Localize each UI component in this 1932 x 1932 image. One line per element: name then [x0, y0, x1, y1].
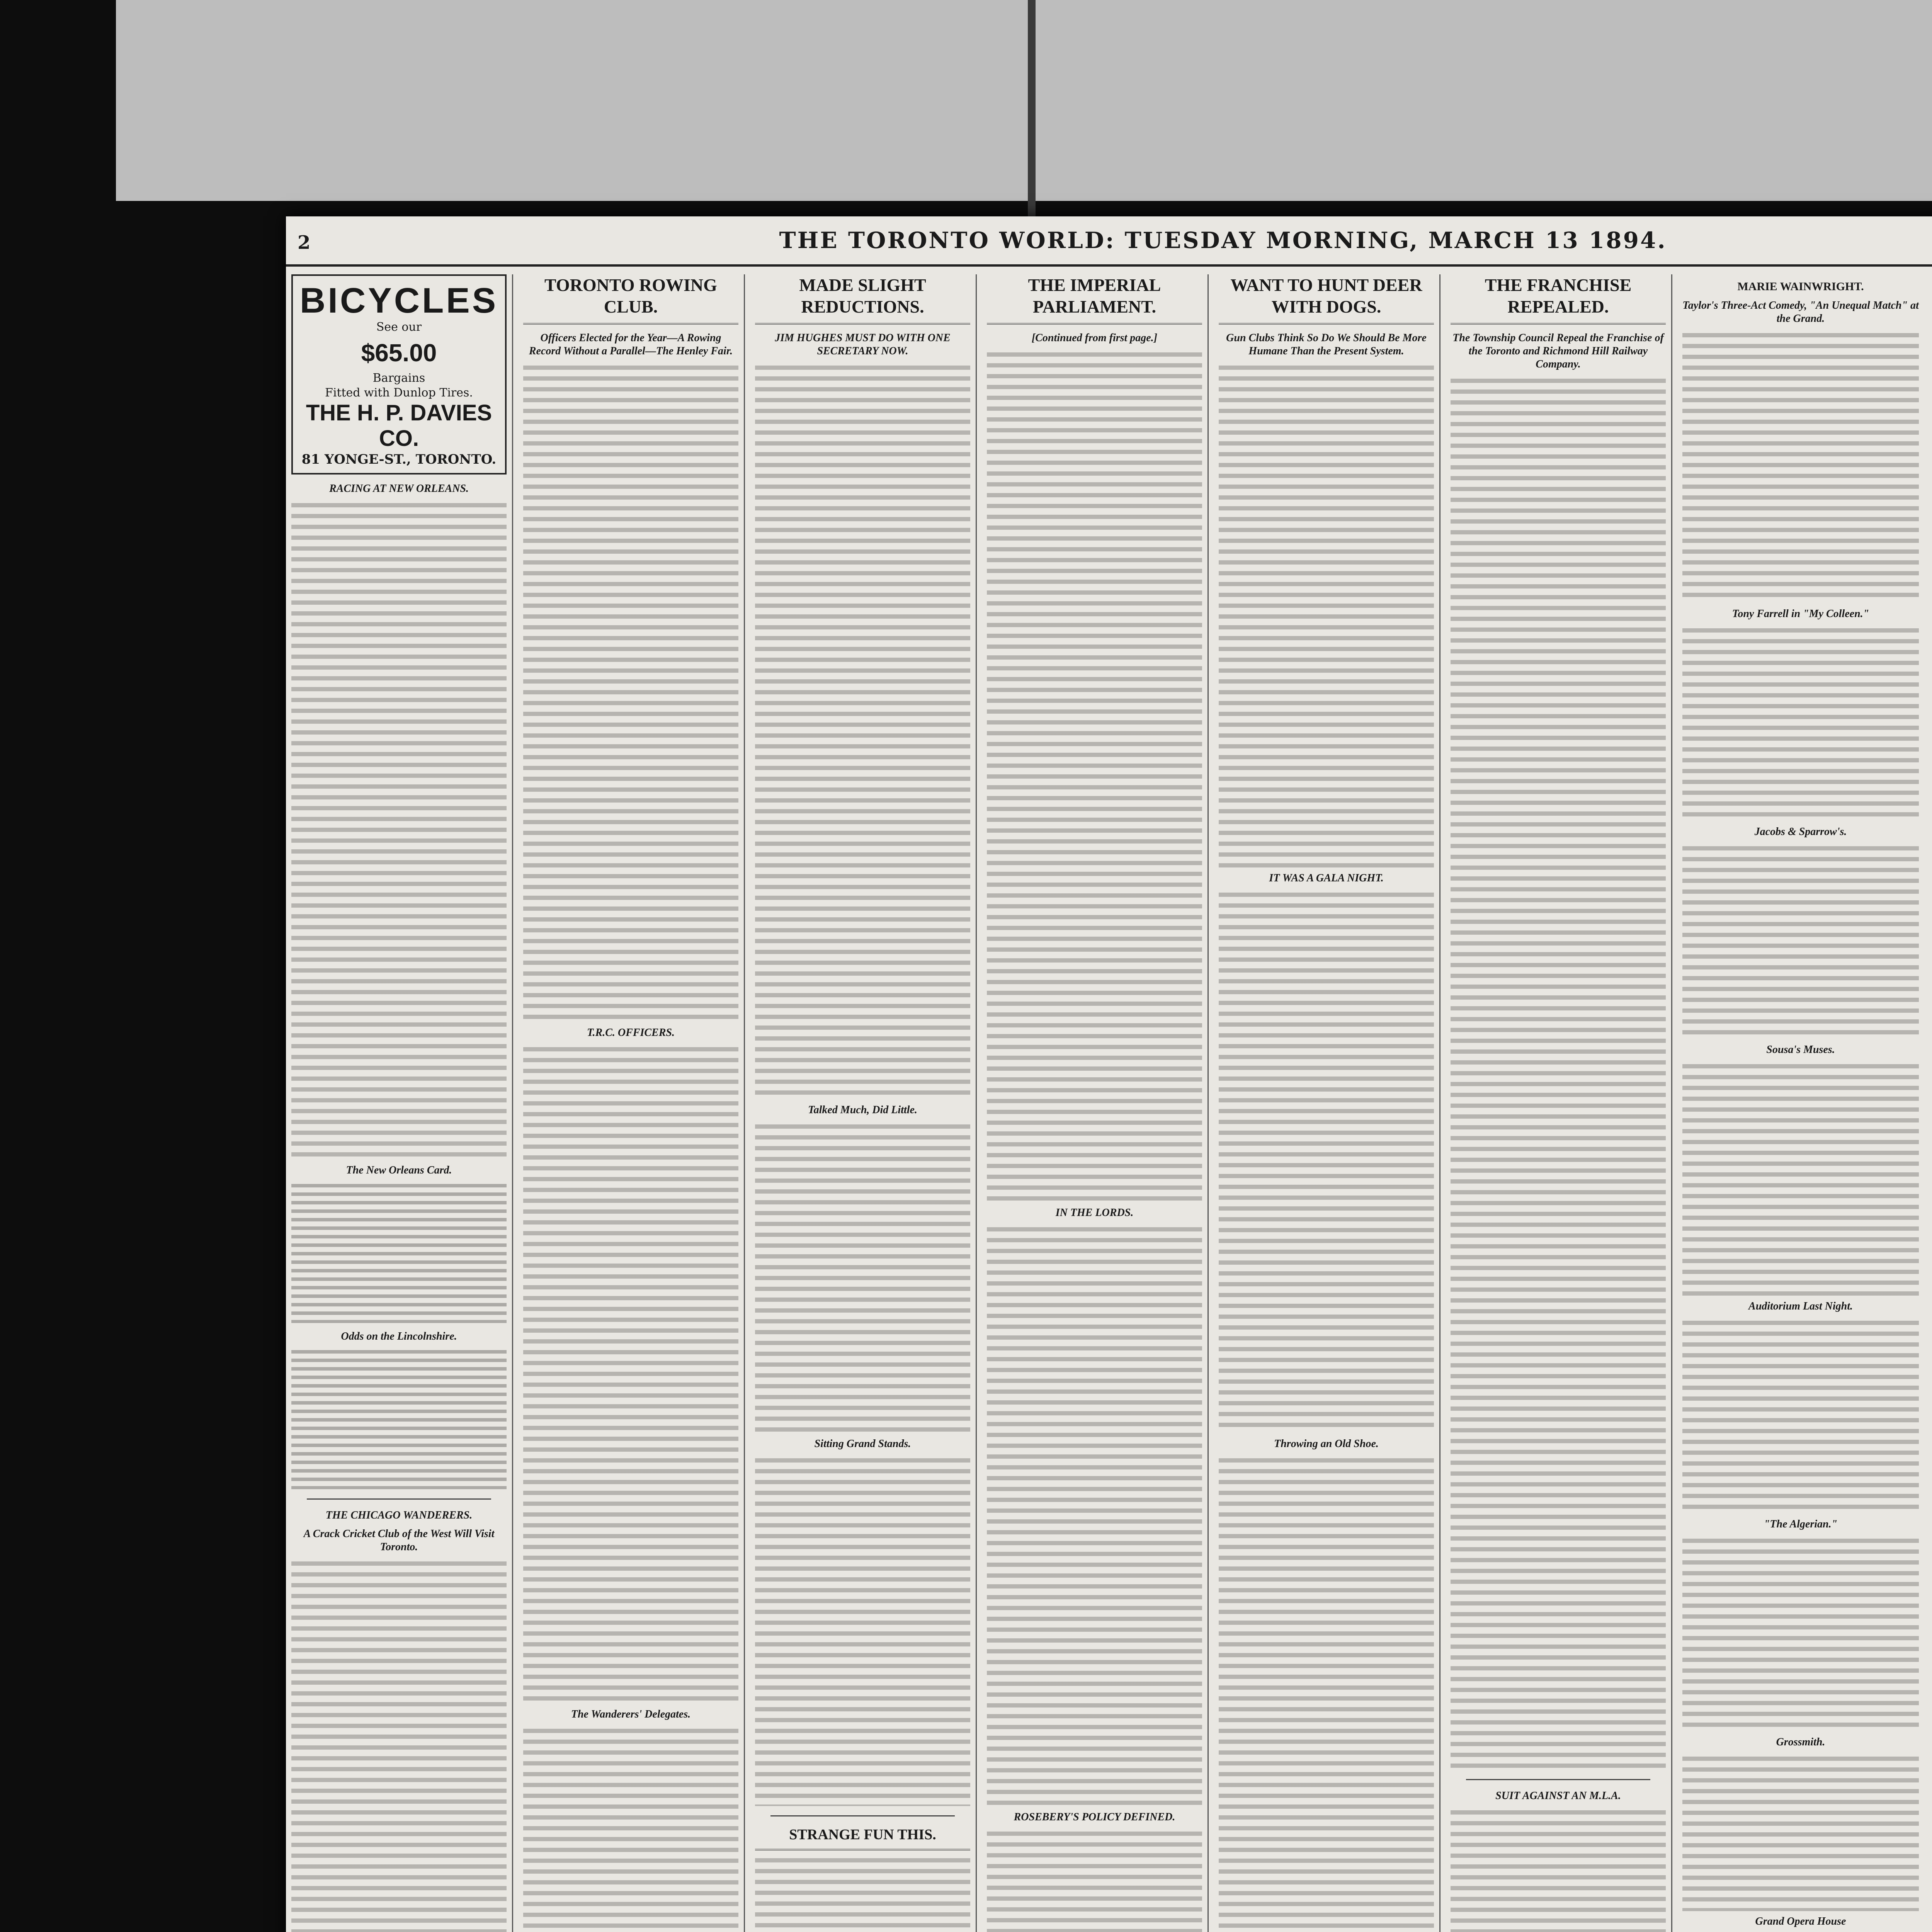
article-text: [523, 366, 738, 1022]
section-heading: Grossmith.: [1776, 1736, 1825, 1748]
section-heading: The Wanderers' Delegates.: [571, 1708, 691, 1720]
divider: [770, 1815, 955, 1816]
column-subhead: JIM HUGHES MUST DO WITH ONE SECRETARY NOW.: [775, 332, 951, 357]
article-text: [1219, 893, 1434, 1434]
section-heading: Talked Much, Did Little.: [808, 1104, 917, 1116]
section-heading: Odds on the Lincolnshire.: [341, 1330, 457, 1342]
article-text: [1682, 1539, 1919, 1732]
section-subheading: A Crack Cricket Club of the West Will Visit Toronto.: [303, 1528, 495, 1553]
column-7: [1677, 274, 1924, 1932]
article-text: [1219, 366, 1434, 868]
section-heading: The New Orleans Card.: [346, 1164, 452, 1176]
column-6: [1445, 274, 1672, 1932]
column-heading: WANT TO HUNT DEER WITH DOGS.: [1219, 274, 1434, 325]
newspaper-page: [286, 216, 1932, 1932]
article-text: [1219, 1458, 1434, 1932]
article-text: [291, 1561, 507, 1932]
section-heading: RACING AT NEW ORLEANS.: [329, 483, 469, 495]
divider: [1466, 1779, 1650, 1780]
section-heading: Sousa's Muses.: [1766, 1044, 1835, 1056]
article-text: [1682, 1064, 1919, 1296]
article-text: [755, 1858, 970, 1932]
section-heading: IT WAS A GALA NIGHT.: [1269, 872, 1384, 884]
ad-line: Fitted with Dunlop Tires.: [325, 386, 473, 400]
ad-price: $65.00: [361, 339, 437, 367]
section-heading: STRANGE FUN THIS.: [755, 1826, 970, 1850]
section-heading: Jacobs & Sparrow's.: [1754, 826, 1847, 838]
ad-company: THE H. P. DAVIES CO.: [306, 400, 492, 451]
masthead: THE TORONTO WORLD: TUESDAY MORNING, MARCH 13 1894.: [286, 216, 1932, 267]
ad-line: See our: [376, 320, 422, 334]
column-heading: TORONTO ROWING CLUB.: [523, 274, 738, 325]
section-heading: THE CHICAGO WANDERERS.: [325, 1509, 473, 1521]
section-heading: Tony Farrell in "My Colleen.": [1732, 608, 1869, 620]
article-text: [755, 1124, 970, 1434]
ad-heading: BICYCLES: [299, 281, 498, 320]
article-text: [755, 1458, 970, 1806]
column-heading: MARIE WAINWRIGHT.: [1737, 280, 1864, 293]
column-heading: THE FRANCHISE REPEALED.: [1451, 274, 1666, 325]
article-text: [1682, 1321, 1919, 1514]
divider: [307, 1498, 491, 1500]
page-number: 2: [298, 232, 311, 253]
column-5: [1213, 274, 1440, 1932]
article-text: [523, 1729, 738, 1932]
section-heading: ROSEBERY'S POLICY DEFINED.: [1014, 1811, 1175, 1823]
article-text: [987, 1832, 1202, 1932]
section-heading: IN THE LORDS.: [1055, 1207, 1134, 1219]
section-heading: Auditorium Last Night.: [1748, 1300, 1853, 1312]
column-subhead: Taylor's Three-Act Comedy, "An Unequal Match" at the Grand.: [1682, 299, 1919, 325]
ad-address: 81 YONGE-ST., TORONTO.: [301, 452, 497, 467]
ad-line: Bargains: [372, 371, 425, 385]
column-subhead: Officers Elected for the Year—A Rowing Record Without a Parallel—The Henley Fair.: [529, 332, 733, 357]
article-text: [1682, 1757, 1919, 1911]
article-text: [523, 1047, 738, 1704]
microfilm-border-top: [116, 0, 1932, 201]
article-text: [291, 503, 507, 1160]
article-text: [1682, 628, 1919, 821]
section-heading: Sitting Grand Stands.: [814, 1438, 911, 1450]
article-text: [987, 1227, 1202, 1807]
section-heading: Throwing an Old Shoe.: [1274, 1438, 1379, 1450]
racing-table: [291, 1184, 507, 1323]
section-heading: "The Algerian.": [1764, 1518, 1838, 1530]
column-subhead: The Township Council Repeal the Franchise of the Toronto and Richmond Hill Railway Company.: [1452, 332, 1664, 370]
article-text: [1451, 1810, 1666, 1932]
article-text: [1451, 379, 1666, 1770]
article-text: [1682, 846, 1919, 1039]
section-heading: SUIT AGAINST AN M.L.A.: [1495, 1790, 1621, 1802]
column-3: [750, 274, 977, 1932]
odds-table: [291, 1350, 507, 1489]
column-heading: MADE SLIGHT REDUCTIONS.: [755, 274, 970, 325]
article-text: [987, 352, 1202, 1202]
section-heading: Grand Opera House: [1755, 1915, 1846, 1927]
column-heading: THE IMPERIAL PARLIAMENT.: [987, 274, 1202, 325]
bicycles-ad: [291, 274, 507, 474]
article-text: [755, 366, 970, 1100]
column-4: [981, 274, 1209, 1932]
section-heading: T.R.C. OFFICERS.: [587, 1027, 675, 1039]
article-text: [1682, 333, 1919, 604]
column-1: [286, 274, 513, 1932]
column-subhead: [Continued from first page.]: [1031, 332, 1158, 344]
column-subhead: Gun Clubs Think So Do We Should Be More Humane Than the Present System.: [1226, 332, 1427, 357]
column-2: [518, 274, 745, 1932]
